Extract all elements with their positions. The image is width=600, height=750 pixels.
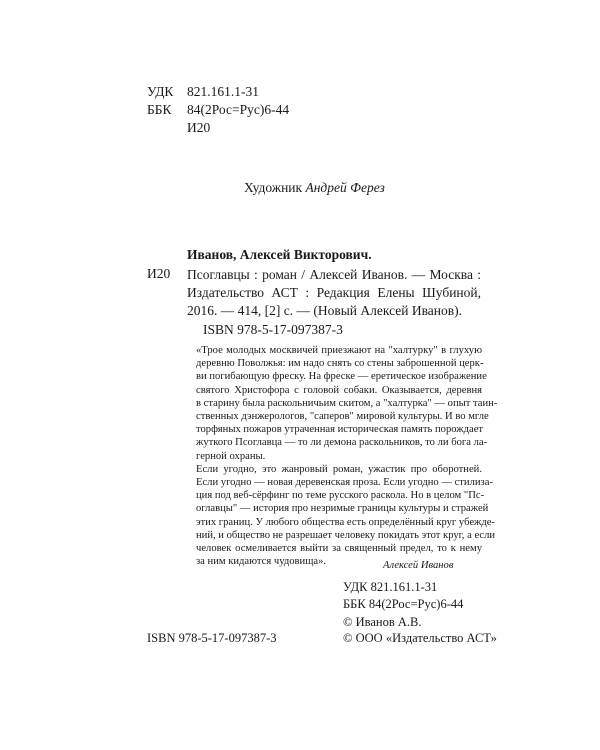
catalog-line: 2016. — 414, [2] с. — (Новый Алексей Иванов). (187, 303, 463, 319)
annotation-line: герной охраны. (196, 450, 266, 462)
author-mark-catalog: И20 (147, 266, 171, 281)
annotation-line: этих границ. У любого общества есть определённый круг убежде- (196, 516, 495, 528)
annotation (180, 344, 498, 568)
annotation-line: ний, и общество не разрешает человеку покидать этот круг, а если (196, 529, 496, 541)
annotation-paragraph-2 (180, 463, 496, 569)
annotation-line: деревню Поволжья: им надо снять со стены заброшенной церк- (196, 358, 484, 370)
annotation-line: торфяных пожаров утраченная историческая память порождает (196, 424, 484, 436)
footer-isbn: ISBN 978-5-17-097387-3 (147, 631, 277, 645)
annotation-signature: Алексей Иванов (383, 560, 454, 571)
annotation-line: Если угодно, это жанровый роман, ужастик про оборотней. (196, 463, 482, 475)
annotation-line: за ним кидаются чудовища». (196, 556, 327, 568)
catalog-description (187, 266, 481, 321)
illustrator-label: Художник (244, 180, 303, 195)
catalog-line: Псоглавцы : роман / Алексей Иванов. — Москва : (187, 267, 481, 282)
author-heading: Иванов, Алексей Викторович. (187, 247, 372, 262)
udk-value: 821.161.1-31 (187, 84, 259, 99)
copyright-author: © Иванов А.В. (343, 615, 422, 629)
annotation-paragraph-1 (180, 344, 498, 463)
annotation-line: ция под веб-сёрфинг по теме русского раскола. Но в целом "Пс- (196, 490, 485, 502)
annotation-line: ви погибающую фреску. На фреске — еретическое изображение (196, 371, 487, 383)
annotation-line: Если угодно — новая деревенская проза. Если угодно — стилиза- (196, 477, 493, 489)
bottom-bbk: ББК 84(2Рос=Рус)6-44 (343, 597, 464, 611)
catalog-line: Издательство АСТ : Редакция Елены Шубиной, (187, 285, 481, 301)
bbk-label: ББК (147, 102, 172, 117)
annotation-line: в старину была раскольничьим скитом, а "халтурка" — опыт таин- (196, 397, 498, 409)
illustrator-credit (244, 180, 385, 196)
annotation-line: человек осмеливается выйти за священный предел, то к нему (196, 543, 482, 555)
illustrator-name: Андрей Ферез (305, 180, 385, 195)
author-mark-top: И20 (187, 120, 211, 135)
copyright-publisher: © ООО «Издательство АСТ» (343, 631, 497, 645)
annotation-line: жуткого Псоглавца — то ли демона раскольников, то ли бога ла- (196, 437, 488, 449)
annotation-line: святого Христофора с головой собаки. Оказывается, деревня (196, 384, 482, 396)
annotation-line: оглавцы" — история про незримые границы культуры и стражей (196, 503, 489, 515)
bbk-value: 84(2Рос=Рус)6-44 (187, 102, 290, 117)
annotation-line: «Трое молодых москвичей приезжают на "халтурку" в глухую (196, 345, 482, 356)
catalog-isbn: ISBN 978-5-17-097387-3 (203, 322, 343, 337)
bottom-udk: УДК 821.161.1-31 (343, 580, 438, 594)
udk-label: УДК (147, 84, 174, 99)
annotation-line: ственных дэнжерологов, "саперов" мировой культуры. И во мгле (196, 411, 489, 423)
